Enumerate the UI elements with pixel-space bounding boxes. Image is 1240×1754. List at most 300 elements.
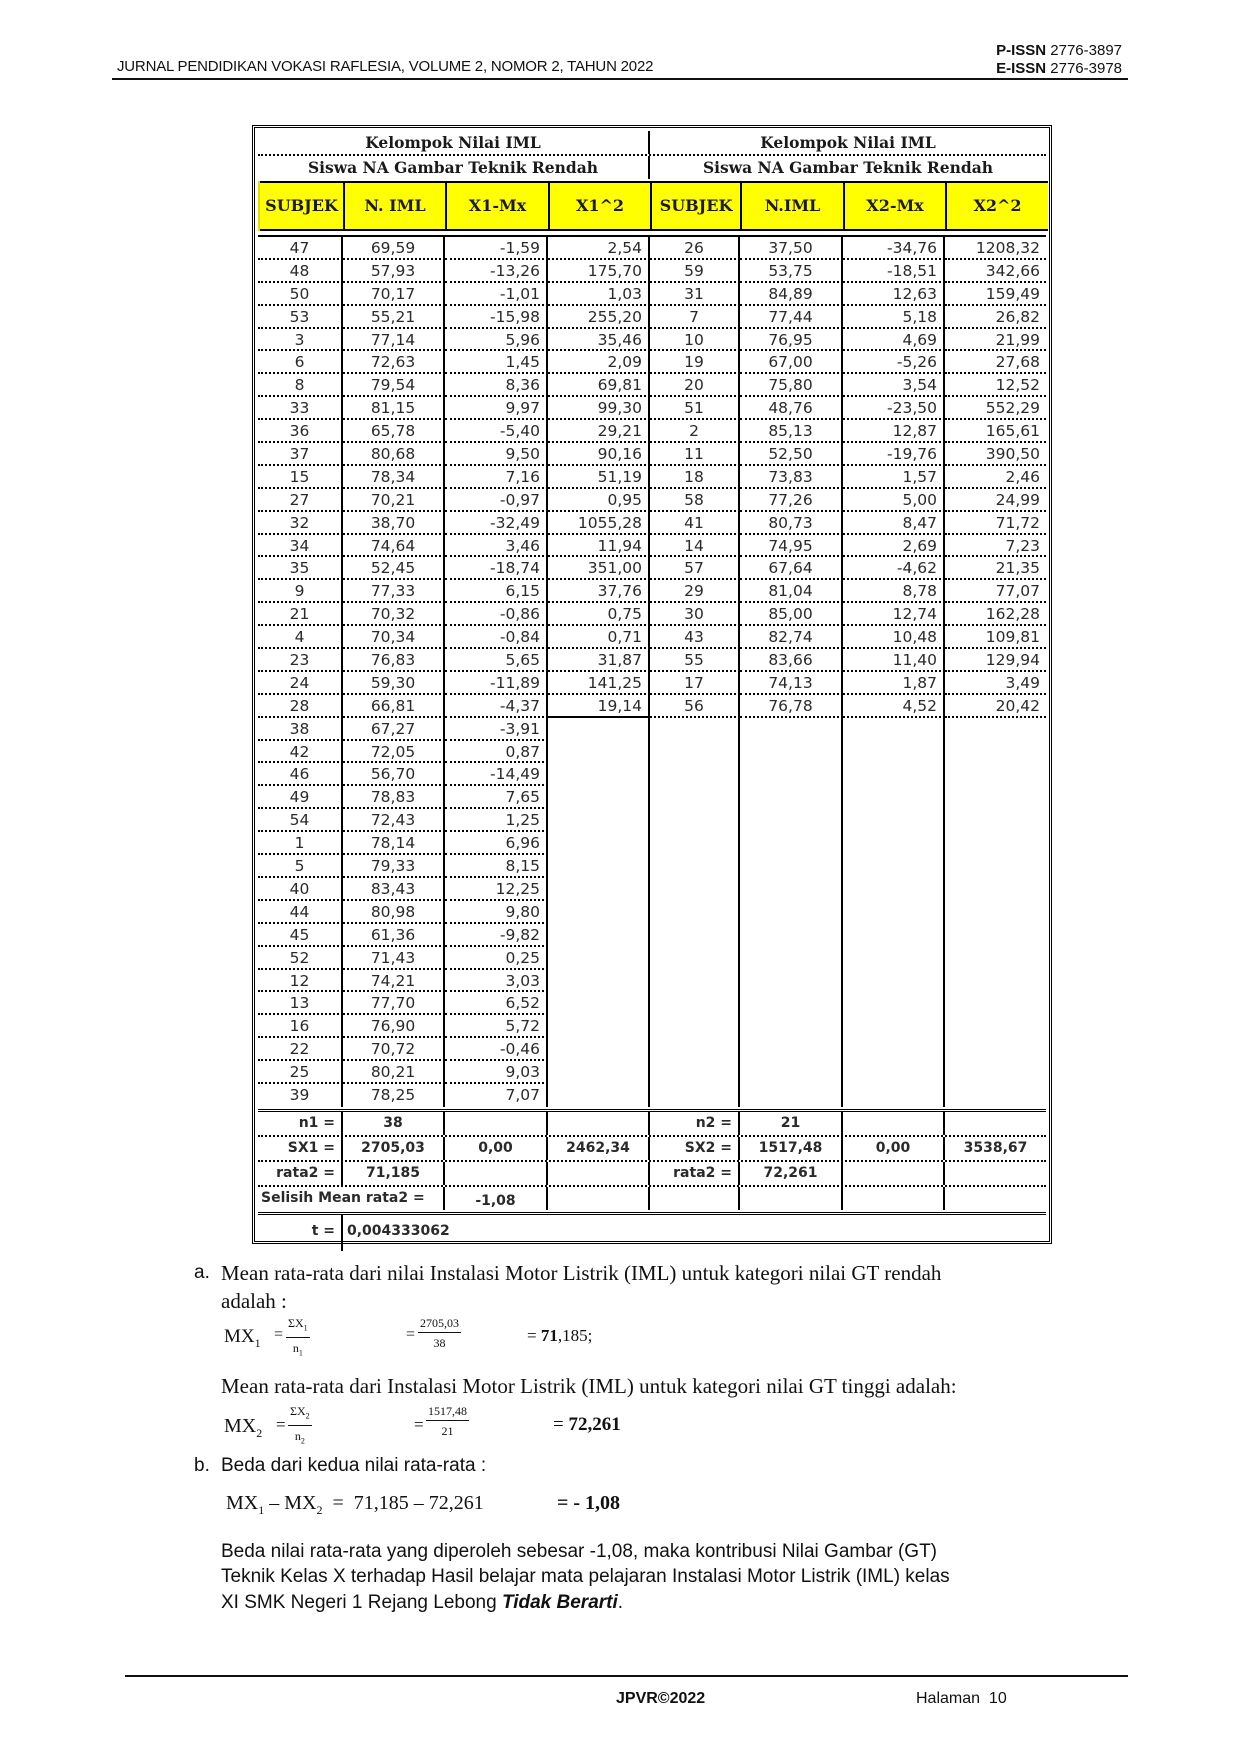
empty-cell [945,718,1046,741]
table-cell: 82,74 [740,626,843,649]
item-a-line2: adalah : [221,1289,287,1313]
empty-cell [843,878,945,901]
table-cell: 77,26 [740,489,843,512]
table-cell: 7 [650,306,740,329]
table-cell: 55,21 [343,306,445,329]
table-cell: 21 [258,603,343,626]
table-cell: 35,46 [548,329,650,352]
table-cell: 5,18 [843,306,945,329]
table-cell: 81,15 [343,397,445,420]
empty-cell [548,947,650,970]
table-cell: 12,87 [843,420,945,443]
empty-cell [740,786,843,809]
table-cell: 1,03 [548,283,650,306]
table-cell: -18,51 [843,260,945,283]
eissn-value: 2776-3978 [1050,60,1122,77]
table-cell: 44 [258,901,343,924]
table-cell: 70,21 [343,489,445,512]
column-header: X2-Mx [845,181,947,231]
table-cell: 48 [258,260,343,283]
empty-cell [945,970,1046,993]
pissn-value: 2776-3897 [1050,42,1122,59]
selisih-value: -1,08 [445,1187,548,1210]
mx1-fraction-values: $\frac{2705,03}{38}$ [420,1316,459,1350]
table-cell: 162,28 [945,603,1046,626]
table-cell: 78,14 [343,832,445,855]
table-cell: 51,19 [548,466,650,489]
table-cell: 2,09 [548,351,650,374]
table-cell: 80,68 [343,443,445,466]
table-cell: 1,57 [843,466,945,489]
table-cell: -23,50 [843,397,945,420]
table-row [258,374,1046,397]
mx2-fraction-values: $\frac{1517,48}{21}$ [428,1404,467,1438]
empty-cell [740,924,843,947]
empty-cell [945,924,1046,947]
table-cell: 1,87 [843,672,945,695]
empty-cell [650,1038,740,1061]
table-cell: 70,32 [343,603,445,626]
table-row [258,329,1046,352]
left-group-subtitle: Siswa NA Gambar Teknik Rendah [258,156,650,179]
empty-cell [843,1162,945,1185]
table-row [258,947,1046,970]
table-cell: 12,74 [843,603,945,626]
eq-sign: = [274,1326,284,1343]
table-cell: 3,03 [445,970,548,993]
n2-value: 21 [740,1112,843,1135]
table-cell: 552,29 [945,397,1046,420]
table-cell: 11 [650,443,740,466]
table-cell: 58 [650,489,740,512]
empty-cell [740,1187,843,1210]
table-cell: 78,25 [343,1084,445,1107]
table-row [258,901,1046,924]
table-cell: 53 [258,306,343,329]
table-cell: -15,98 [445,306,548,329]
table-cell: 31 [650,283,740,306]
table-title-row-1 [258,131,1046,156]
sx2-value: 1517,48 [740,1137,843,1160]
empty-cell [945,786,1046,809]
empty-cell [650,832,740,855]
n2-label: n2 = [650,1112,740,1135]
table-cell: 70,72 [343,1038,445,1061]
column-header-row [258,181,1046,231]
table-cell: 48,76 [740,397,843,420]
empty-cell [548,832,650,855]
table-cell: 4,69 [843,329,945,352]
table-cell: 175,70 [548,260,650,283]
table-cell: 29,21 [548,420,650,443]
table-cell: 73,83 [740,466,843,489]
empty-cell [843,786,945,809]
empty-cell [650,855,740,878]
table-cell: 67,00 [740,351,843,374]
table-cell: -13,26 [445,260,548,283]
table-cell: 11,40 [843,649,945,672]
table-cell: 80,73 [740,512,843,535]
table-cell: 6,15 [445,580,548,603]
right-group-title: Kelompok Nilai IML [760,133,936,152]
table-cell: 42 [258,741,343,764]
table-cell: 69,59 [343,237,445,260]
table-row [258,397,1046,420]
table-row [258,992,1046,1015]
table-cell: 6,52 [445,992,548,1015]
t-label: t = [258,1215,343,1251]
empty-cell [740,1061,843,1084]
table-row [258,649,1046,672]
table-cell: 165,61 [945,420,1046,443]
table-cell: 69,81 [548,374,650,397]
table-cell: 24,99 [945,489,1046,512]
empty-cell [548,718,650,741]
table-cell: 5,65 [445,649,548,672]
header-rule [112,78,1128,80]
table-cell: 38 [258,718,343,741]
table-cell: -5,26 [843,351,945,374]
table-cell: 78,34 [343,466,445,489]
table-cell: 85,00 [740,603,843,626]
empty-cell [740,718,843,741]
empty-cell [843,855,945,878]
empty-cell [740,855,843,878]
empty-cell [945,1187,1046,1210]
table-cell: 55 [650,649,740,672]
table-cell: 76,83 [343,649,445,672]
summary-row-mean [258,1162,1046,1187]
table-cell: 80,98 [343,901,445,924]
table-cell: -5,40 [445,420,548,443]
empty-cell [945,832,1046,855]
table-row [258,970,1046,993]
table-cell: 7,16 [445,466,548,489]
column-header: X1-Mx [447,181,550,231]
sx1-dev-sum: 0,00 [445,1137,548,1160]
conclusion-line-2: Teknik Kelas X terhadap Hasil belajar mata pelajaran Instalasi Motor Listrik (IML) kelas [221,1566,950,1587]
table-cell: 9,03 [445,1061,548,1084]
table-cell: 21,35 [945,557,1046,580]
table-cell: 351,00 [548,557,650,580]
table-cell: -0,86 [445,603,548,626]
table-cell: 52,50 [740,443,843,466]
table-cell: 9,80 [445,901,548,924]
empty-cell [650,763,740,786]
table-row [258,718,1046,741]
table-cell: 0,95 [548,489,650,512]
table-cell: 10,48 [843,626,945,649]
table-row [258,512,1046,535]
table-cell: 46 [258,763,343,786]
column-header: X1^2 [550,181,652,231]
table-cell: 72,43 [343,809,445,832]
empty-cell [650,924,740,947]
table-cell: 59 [650,260,740,283]
empty-cell [843,992,945,1015]
table-cell: 99,30 [548,397,650,420]
empty-cell [548,924,650,947]
empty-cell [945,878,1046,901]
table-cell: -19,76 [843,443,945,466]
table-cell: -1,01 [445,283,548,306]
table-cell: 6 [258,351,343,374]
eq-sign: = [406,1326,416,1343]
empty-cell [740,832,843,855]
empty-cell [548,878,650,901]
empty-cell [740,763,843,786]
table-cell: 85,13 [740,420,843,443]
right-group-subtitle: Siswa NA Gambar Teknik Rendah [702,158,994,177]
item-a-line1: Mean rata-rata dari nilai Instalasi Motor Listrik (IML) untuk kategori nilai GT rendah [221,1261,942,1285]
table-cell: 8,15 [445,855,548,878]
table-cell: 56 [650,695,740,718]
table-cell: 22 [258,1038,343,1061]
table-cell: 1208,32 [945,237,1046,260]
empty-cell [945,809,1046,832]
empty-cell [650,970,740,993]
table-cell: -34,76 [843,237,945,260]
mx2-lhs: $MX_2$ [224,1415,263,1440]
footer-rule [125,1675,1128,1677]
table-cell: 78,83 [343,786,445,809]
table-cell: 19 [650,351,740,374]
conclusion-emphasis: Tidak Berarti [501,1592,618,1613]
empty-cell [548,1187,650,1210]
table-row [258,672,1046,695]
item-a-line3: Mean rata-rata dari Instalasi Motor Listrik (IML) untuk kategori nilai GT tinggi adalah: [221,1374,957,1398]
mx1-fraction-symbolic: $\frac{\Sigma X_1}{n_1}$ [288,1316,308,1358]
empty-cell [843,1015,945,1038]
footer-brand: JPVR©2022 [616,1690,706,1707]
table-row [258,924,1046,947]
empty-cell [548,1112,650,1135]
table-cell: 53,75 [740,260,843,283]
mx1-lhs: $MX_1$ [224,1326,261,1350]
eq-sign: = [276,1415,286,1434]
table-cell: 5,72 [445,1015,548,1038]
left-group-title: Kelompok Nilai IML [258,131,650,154]
table-cell: 43 [650,626,740,649]
table-cell: 77,33 [343,580,445,603]
table-cell: 342,66 [945,260,1046,283]
table-cell: 74,21 [343,970,445,993]
empty-cell [548,786,650,809]
table-cell: 56,70 [343,763,445,786]
empty-cell [843,924,945,947]
empty-cell [843,1187,945,1210]
table-cell: 12,25 [445,878,548,901]
table-cell: 15 [258,466,343,489]
table-cell: 84,89 [740,283,843,306]
table-cell: 12,63 [843,283,945,306]
table-cell: 109,81 [945,626,1046,649]
empty-cell [843,1038,945,1061]
table-cell: 41 [650,512,740,535]
conclusion-line-3: XI SMK Negeri 1 Rejang Lebong Tidak Berarti. [221,1592,624,1613]
diff-mx1: MX [226,1492,259,1514]
sx1-label: SX1 = [258,1137,343,1160]
table-cell: 65,78 [343,420,445,443]
empty-cell [843,901,945,924]
table-cell: 67,27 [343,718,445,741]
table-cell: 59,30 [343,672,445,695]
table-cell: 29 [650,580,740,603]
empty-cell [548,855,650,878]
mx2-result: = 72,261 [553,1414,621,1435]
table-row [258,603,1046,626]
table-cell: 3,46 [445,535,548,558]
table-cell: 76,90 [343,1015,445,1038]
table-cell: 27,68 [945,351,1046,374]
table-cell: -11,89 [445,672,548,695]
empty-cell [548,1162,650,1185]
table-cell: 83,43 [343,878,445,901]
table-cell: 0,25 [445,947,548,970]
table-cell: 71,72 [945,512,1046,535]
n1-label: n1 = [258,1112,343,1135]
table-cell: 27 [258,489,343,512]
empty-cell [650,878,740,901]
column-header: N.IML [742,181,845,231]
mx2-formula [224,1403,824,1449]
table-row [258,557,1046,580]
table-cell: 6,96 [445,832,548,855]
empty-cell [548,1038,650,1061]
table-row [258,763,1046,786]
empty-cell [843,947,945,970]
empty-cell [740,901,843,924]
table-cell: -14,49 [445,763,548,786]
table-cell: 7,07 [445,1084,548,1107]
summary-block [258,1109,1046,1210]
empty-cell [843,763,945,786]
empty-cell [650,901,740,924]
item-b-marker: b. [194,1455,210,1476]
table-cell: 70,17 [343,283,445,306]
table-cell: 39 [258,1084,343,1107]
summary-row-diff [258,1187,1046,1210]
empty-cell [740,741,843,764]
table-cell: 36 [258,420,343,443]
table-cell: 76,95 [740,329,843,352]
table-cell: 7,65 [445,786,548,809]
table-cell: 75,80 [740,374,843,397]
table-cell: 0,71 [548,626,650,649]
pissn-label: P-ISSN [996,42,1047,59]
table-cell: 81,04 [740,580,843,603]
table-row [258,535,1046,558]
table-cell: 9 [258,580,343,603]
table-cell: 19,14 [548,695,650,718]
table-row [258,1038,1046,1061]
empty-cell [740,1038,843,1061]
empty-cell [740,947,843,970]
table-cell: -32,49 [445,512,548,535]
table-cell: 129,94 [945,649,1046,672]
table-cell: 159,49 [945,283,1046,306]
empty-cell [548,809,650,832]
table-cell: 1,45 [445,351,548,374]
table-cell: 0,75 [548,603,650,626]
table-cell: 23 [258,649,343,672]
empty-cell [650,1187,740,1210]
table-cell: 32 [258,512,343,535]
empty-cell [548,1015,650,1038]
table-cell: 1055,28 [548,512,650,535]
table-row [258,855,1046,878]
table-cell: 54 [258,809,343,832]
table-cell: 74,64 [343,535,445,558]
table-cell: 9,50 [445,443,548,466]
table-cell: 52 [258,947,343,970]
empty-cell [843,718,945,741]
table-cell: 57 [650,557,740,580]
table-row [258,489,1046,512]
empty-cell [548,1061,650,1084]
empty-cell [843,809,945,832]
table-title-row-2 [258,156,1046,179]
table-cell: 26 [650,237,740,260]
table-cell: 77,14 [343,329,445,352]
table-cell: 2,54 [548,237,650,260]
selisih-label: Selisih Mean rata2 = [258,1187,445,1210]
empty-cell [650,786,740,809]
empty-cell [650,992,740,1015]
empty-cell [740,970,843,993]
table-cell: 17 [650,672,740,695]
difference-result: = - 1,08 [557,1492,621,1514]
empty-cell [945,1084,1046,1107]
column-header: SUBJEK [652,181,742,231]
table-cell: 18 [650,466,740,489]
table-cell: 5 [258,855,343,878]
eissn [996,60,1122,78]
table-cell: 25 [258,1061,343,1084]
empty-cell [945,947,1046,970]
table-cell: 20 [650,374,740,397]
empty-cell [843,1112,945,1135]
empty-cell [843,970,945,993]
pissn [996,42,1122,60]
column-header: SUBJEK [260,181,345,231]
table-cell: 28 [258,695,343,718]
table-cell: 9,97 [445,397,548,420]
item-b-line1: Beda dari kedua nilai rata-rata : [221,1455,487,1476]
table-body [258,235,1046,1107]
table-row [258,306,1046,329]
empty-cell [548,901,650,924]
table-cell: 4,52 [843,695,945,718]
empty-cell [445,1112,548,1135]
table-cell: 34 [258,535,343,558]
empty-cell [740,992,843,1015]
table-cell: 57,93 [343,260,445,283]
table-cell: 45 [258,924,343,947]
table-cell: 76,78 [740,695,843,718]
table-row [258,283,1046,306]
table-cell: -1,59 [445,237,548,260]
table-cell: 8,47 [843,512,945,535]
empty-cell [650,947,740,970]
empty-cell [650,718,740,741]
table-cell: 74,13 [740,672,843,695]
table-cell: -18,74 [445,557,548,580]
empty-cell [740,1015,843,1038]
table-cell: 71,43 [343,947,445,970]
table-cell: 37,50 [740,237,843,260]
mx2-fraction-symbolic: $\frac{\Sigma X_2}{n_2}$ [290,1404,310,1446]
